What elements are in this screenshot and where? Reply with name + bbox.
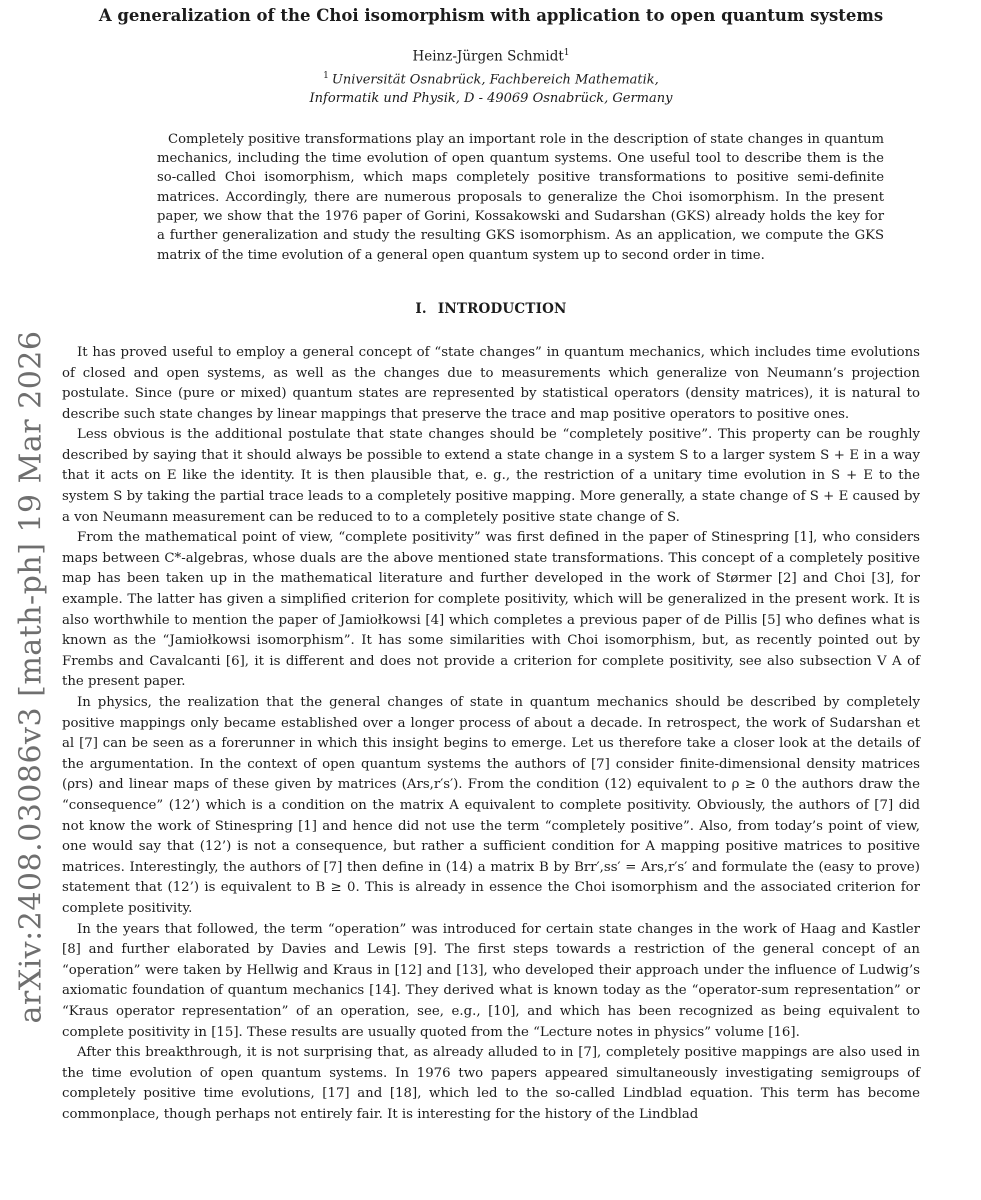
introduction-paragraph-6: After this breakthrough, it is not surprising that, as already alluded to in [7], completely positive mappings are also used in the time evolution of open quantum systems. In 1976 two papers appeared simultaneously investigating semigroups of completely positive time evolutions, [17] and [18], which led to the so-called Lindblad equation. This term has become commonplace, though perhaps not entirely fair. It is interesting for the history of the Lindblad — [62, 1045, 920, 1122]
introduction-paragraph-2: Less obvious is the additional postulate that state changes should be “completely positive”. This property can be roughly described by saying that it should always be possible to extend a state change in a system S to a larger system S + E in a way that it acts on E like the identity. It is then plausible that, e. g., the restriction of a unitary time evolution in S + E to the system S by taking the partial trace leads to a completely positive mapping. More generally, a state change of S + E caused by a von Neumann measurement can be reduced to to a completely positive state change of S. — [62, 427, 920, 525]
affiliation-footnote-mark: 1 — [323, 70, 329, 81]
affiliation-text-1: Universität Osnabrück, Fachbereich Mathematik, — [331, 71, 659, 87]
introduction-body — [62, 343, 920, 1126]
introduction-paragraph-5: In the years that followed, the term “operation” was introduced for certain state changes in the work of Haag and Kastler [8] and further elaborated by Davies and Lewis [9]. The first steps towards a restriction of the general concept of an “operation” were taken by Hellwig and Kraus in [12] and [13], who developed their approach under the influence of Ludwig’s axiomatic foundation of quantum mechanics [14]. They derived what is known today as the “operator-sum representation” or “Kraus operator representation” of an operation, see, e.g., [10], and which has been recognized as being equivalent to complete positivity in [15]. These results are usually quoted from the “Lecture notes in physics” volume [16]. — [62, 921, 920, 1040]
affiliation-line-1 — [62, 67, 920, 90]
section-heading-introduction — [62, 301, 920, 317]
author-footnote-mark: 1 — [563, 48, 570, 58]
introduction-paragraph-3: From the mathematical point of view, “complete positivity” was first defined in the paper of Stinespring [1], who considers maps between C*-algebras, whose duals are the above mentioned state transformations. This concept of a completely positive map has been taken up in the mathematical literature and further developed in the work of Størmer [2] and Choi [3], for example. The latter has given a simplified criterion for complete positivity, which will be generalized in the present work. It is also worthwhile to mention the paper of Jamiołkowsi [4] which completes a previous paper of de Pillis [5] who defines what is known as the “Jamiołkowsi isomorphism”. It has some similarities with Choi isomorphism, but, as recently pointed out by Frembs and Cavalcanti [6], it is different and does not provide a criterion for complete positivity, see also subsection V A of the present paper. — [62, 530, 920, 690]
paper-content — [62, 0, 920, 1125]
section-number: I. — [415, 300, 427, 317]
affiliation — [62, 67, 920, 109]
section-title: INTRODUCTION — [437, 300, 567, 317]
paper-header — [62, 5, 920, 109]
abstract — [157, 130, 884, 265]
author-name: Heinz-Jürgen Schmidt — [412, 48, 564, 65]
author-line — [62, 44, 920, 66]
affiliation-line-2: Informatik und Physik, D - 49069 Osnabrück, Germany — [309, 91, 673, 107]
arxiv-watermark: arXiv:2408.03086v3 [math-ph] 19 Mar 2026 — [13, 330, 49, 1024]
abstract-text: Completely positive transformations play an important role in the description of state changes in quantum mechanics, including the time evolution of open quantum systems. One useful tool to describe them is the so-called Choi isomorphism, which maps completely positive transformations to positive semi-definite matrices. Accordingly, there are numerous proposals to generalize the Choi isomorphism. In the present paper, we show that the 1976 paper of Gorini, Kossakowski and Sudarshan (GKS) already holds the key for a further generalization and study the resulting GKS isomorphism. As an application, we compute the GKS matrix of the time evolution of a general open quantum system up to second order in time. — [157, 131, 884, 263]
introduction-paragraph-4: In physics, the realization that the general changes of state in quantum mechanics should be described by completely positive mappings only became established over a longer process of about a decade. In retrospect, the work of Sudarshan et al [7] can be seen as a forerunner in which this insight begins to emerge. Let us therefore take a closer look at the details of the argumentation. In the context of open quantum systems the authors of [7] consider finite-dimensional density matrices (ρrs) and linear maps of these given by matrices (Ars,r′s′). From the condition (12) equivalent to ρ ≥ 0 the authors draw the “consequence” (12’) which is a condition on the matrix A equivalent to complete positivity. Obviously, the authors of [7] did not know the work of Stinespring [1] and hence did not use the term “completely positive”. Also, from today’s point of view, one would say that (12’) is not a consequence, but rather a sufficient condition for A mapping positive matrices to positive matrices. Interestingly, the authors of [7] then define in (14) a matrix B by Brr′,ss′ = Ars,r′s′ and formulate the (easy to prove) statement that (12’) is equivalent to B ≥ 0. This is already in essence the Choi isomorphism and the associated criterion for complete positivity. — [62, 695, 920, 916]
introduction-paragraph-1: It has proved useful to employ a general concept of “state changes” in quantum mechanics, which includes time evolutions of closed and open systems, as well as the changes due to measurements which generalize von Neumann’s projection postulate. Since (pure or mixed) quantum states are represented by statistical operators (density matrices), it is natural to describe such state changes by linear mappings that preserve the trace and map positive operators to positive ones. — [62, 344, 920, 422]
paper-title: A generalization of the Choi isomorphism with application to open quantum systems — [98, 6, 884, 25]
